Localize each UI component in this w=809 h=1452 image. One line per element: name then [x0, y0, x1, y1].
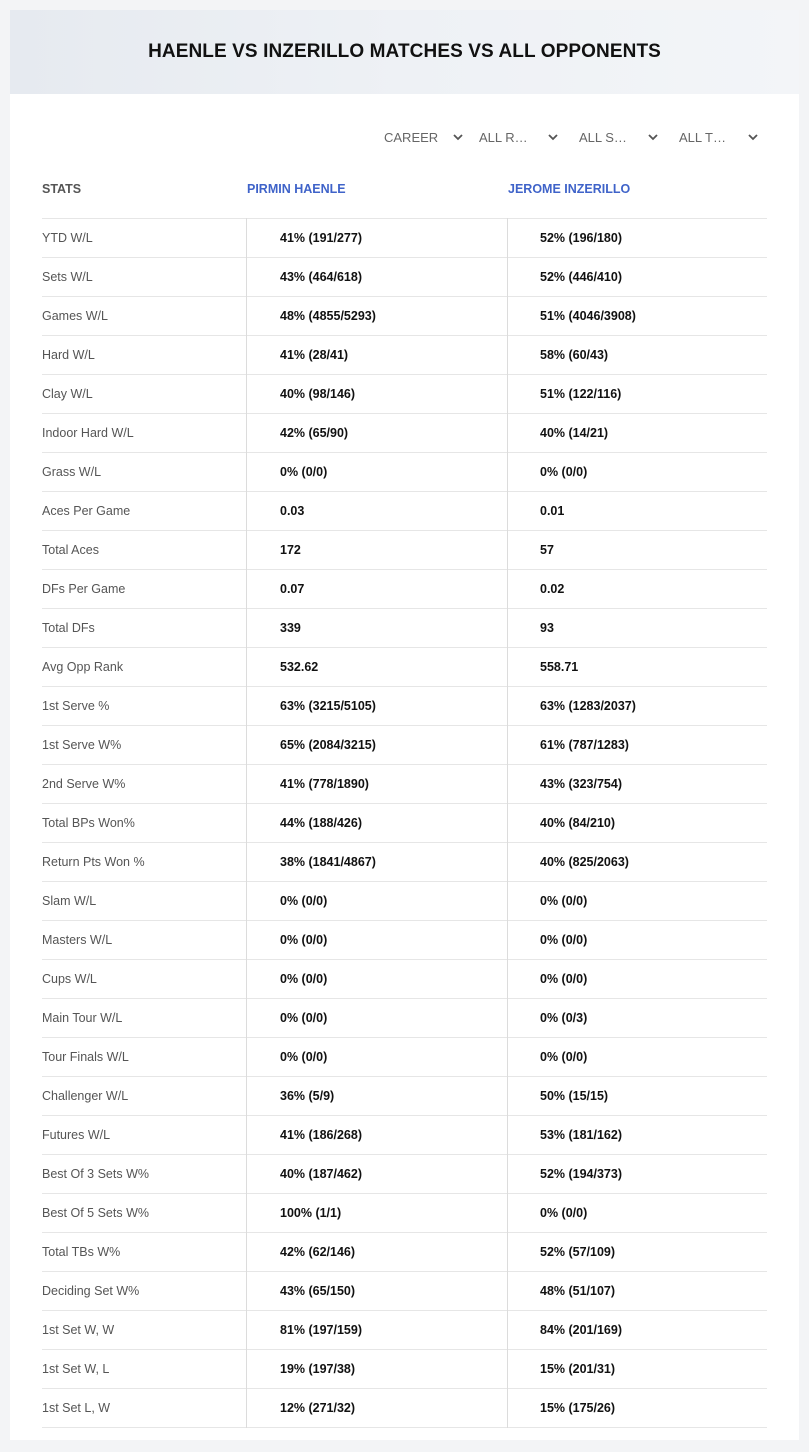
player-2-value: 51% (4046/3908) — [540, 309, 636, 323]
player-2-value: 0% (0/0) — [540, 894, 588, 908]
table-row — [42, 843, 767, 882]
column-divider — [507, 218, 508, 1428]
stat-label: Challenger W/L — [42, 1089, 129, 1103]
stats-card — [10, 10, 799, 1440]
player-2-value: 0.01 — [540, 504, 565, 518]
stat-label: Avg Opp Rank — [42, 660, 124, 674]
stat-label: 1st Set W, L — [42, 1362, 110, 1376]
player-2-value: 0% (0/0) — [540, 972, 588, 986]
player-2-value: 0.02 — [540, 582, 565, 596]
player-2-value: 84% (201/169) — [540, 1323, 623, 1337]
player-1-value: 172 — [280, 543, 301, 557]
table-row — [42, 882, 767, 921]
player-2-value: 58% (60/43) — [540, 348, 609, 362]
table-row — [42, 297, 767, 336]
stat-label: DFs Per Game — [42, 582, 126, 596]
card-header — [10, 10, 799, 94]
table-row — [42, 765, 767, 804]
player-1-value: 63% (3215/5105) — [280, 699, 376, 713]
player-1-value: 0.07 — [280, 582, 305, 596]
stat-label: 2nd Serve W% — [42, 777, 126, 791]
player-1-value: 0% (0/0) — [280, 1050, 328, 1064]
column-divider — [246, 218, 247, 1428]
table-row — [42, 609, 767, 648]
player-2-value: 51% (122/116) — [540, 387, 622, 401]
player-2-value: 53% (181/162) — [540, 1128, 623, 1142]
player-2-value: 52% (57/109) — [540, 1245, 616, 1259]
table-row — [42, 921, 767, 960]
stat-label: 1st Set L, W — [42, 1401, 111, 1415]
player-2-value: 558.71 — [540, 660, 579, 674]
table-row — [42, 258, 767, 297]
player-1-value: 41% (186/268) — [280, 1128, 363, 1142]
table-header — [42, 170, 767, 219]
stat-label: Main Tour W/L — [42, 1011, 123, 1025]
player-2-value: 48% (51/107) — [540, 1284, 616, 1298]
player-1-value: 0.03 — [280, 504, 305, 518]
table-row — [42, 1311, 767, 1350]
stat-label: Masters W/L — [42, 933, 113, 947]
player-2-value: 0% (0/3) — [540, 1011, 588, 1025]
player-1-value: 0% (0/0) — [280, 1011, 328, 1025]
filter-period-select[interactable] — [384, 128, 464, 148]
player-1-value: 81% (197/159) — [280, 1323, 363, 1337]
stat-label: 1st Serve % — [42, 699, 110, 713]
player-1-value: 65% (2084/3215) — [280, 738, 376, 752]
table-row — [42, 1233, 767, 1272]
player-2-value: 15% (175/26) — [540, 1401, 616, 1415]
stat-label: Best Of 5 Sets W% — [42, 1206, 149, 1220]
player-1-value: 41% (191/277) — [280, 231, 363, 245]
player-1-value: 100% (1/1) — [280, 1206, 342, 1220]
player-1-value: 43% (65/150) — [280, 1284, 356, 1298]
filter-tournament-select[interactable] — [679, 128, 759, 148]
player-1-value: 48% (4855/5293) — [280, 309, 376, 323]
table-row — [42, 999, 767, 1038]
player-2-value: 40% (84/210) — [540, 816, 616, 830]
stat-label: 1st Set W, W — [42, 1323, 115, 1337]
player-1-value: 42% (65/90) — [280, 426, 349, 440]
page-title: HAENLE VS INZERILLO MATCHES VS ALL OPPONENTS — [148, 41, 661, 62]
filter-round-select[interactable] — [479, 128, 559, 148]
stat-label: Hard W/L — [42, 348, 95, 362]
filter-period-label: CAREER — [384, 130, 439, 145]
table-row — [42, 726, 767, 765]
player-1-value: 0% (0/0) — [280, 933, 328, 947]
player-1-value: 43% (464/618) — [280, 270, 363, 284]
stat-label: Sets W/L — [42, 270, 93, 284]
filter-surface-label: ALL S… — [579, 130, 627, 145]
column-header-stats: STATS — [42, 182, 82, 196]
table-row — [42, 1194, 767, 1233]
stat-label: Futures W/L — [42, 1128, 111, 1142]
player-1-value: 41% (28/41) — [280, 348, 349, 362]
table-row — [42, 414, 767, 453]
player-2-value: 43% (323/754) — [540, 777, 623, 791]
stat-label: Aces Per Game — [42, 504, 131, 518]
player-1-value: 532.62 — [280, 660, 319, 674]
player-1-value: 339 — [280, 621, 301, 635]
table-row — [42, 531, 767, 570]
stat-label: Slam W/L — [42, 894, 97, 908]
player-2-value: 63% (1283/2037) — [540, 699, 636, 713]
column-header-player-2-link[interactable]: JEROME INZERILLO — [508, 182, 631, 196]
player-1-value: 12% (271/32) — [280, 1401, 356, 1415]
chevron-down-icon — [747, 131, 759, 143]
stat-label: Cups W/L — [42, 972, 97, 986]
player-1-value: 38% (1841/4867) — [280, 855, 376, 869]
player-1-value: 42% (62/146) — [280, 1245, 356, 1259]
player-1-value: 0% (0/0) — [280, 894, 328, 908]
table-row — [42, 1116, 767, 1155]
player-2-value: 52% (196/180) — [540, 231, 623, 245]
stat-label: Total Aces — [42, 543, 99, 557]
player-2-value: 52% (446/410) — [540, 270, 623, 284]
player-1-value: 44% (188/426) — [280, 816, 363, 830]
stats-table — [42, 170, 767, 1428]
chevron-down-icon — [547, 131, 559, 143]
chevron-down-icon — [647, 131, 659, 143]
stat-label: YTD W/L — [42, 231, 93, 245]
player-1-value: 36% (5/9) — [280, 1089, 335, 1103]
stat-label: Games W/L — [42, 309, 108, 323]
stat-label: Deciding Set W% — [42, 1284, 140, 1298]
player-1-value: 40% (187/462) — [280, 1167, 363, 1181]
player-1-value: 40% (98/146) — [280, 387, 356, 401]
table-row — [42, 687, 767, 726]
table-row — [42, 1155, 767, 1194]
table-row — [42, 336, 767, 375]
table-body — [42, 219, 767, 1428]
stat-label: Clay W/L — [42, 387, 93, 401]
stat-label: Grass W/L — [42, 465, 102, 479]
player-2-value: 57 — [540, 543, 554, 557]
filter-round-label: ALL R… — [479, 130, 528, 145]
column-header-player-1-link[interactable]: PIRMIN HAENLE — [247, 182, 346, 196]
player-2-value: 15% (201/31) — [540, 1362, 616, 1376]
stat-label: Total DFs — [42, 621, 95, 635]
table-row — [42, 648, 767, 687]
table-row — [42, 219, 767, 258]
player-2-value: 40% (14/21) — [540, 426, 609, 440]
filter-surface-select[interactable] — [579, 128, 659, 148]
table-row — [42, 1077, 767, 1116]
stat-label: 1st Serve W% — [42, 738, 122, 752]
player-2-value: 0% (0/0) — [540, 933, 588, 947]
player-1-value: 0% (0/0) — [280, 972, 328, 986]
player-2-value: 50% (15/15) — [540, 1089, 609, 1103]
table-row — [42, 1389, 767, 1428]
player-2-value: 0% (0/0) — [540, 465, 588, 479]
player-2-value: 0% (0/0) — [540, 1050, 588, 1064]
player-1-value: 0% (0/0) — [280, 465, 328, 479]
stat-label: Total TBs W% — [42, 1245, 121, 1259]
player-1-value: 19% (197/38) — [280, 1362, 356, 1376]
stat-label: Indoor Hard W/L — [42, 426, 134, 440]
table-row — [42, 1038, 767, 1077]
player-2-value: 61% (787/1283) — [540, 738, 629, 752]
table-row — [42, 1350, 767, 1389]
stat-label: Best Of 3 Sets W% — [42, 1167, 149, 1181]
stat-label: Return Pts Won % — [42, 855, 145, 869]
table-row — [42, 960, 767, 999]
player-1-value: 41% (778/1890) — [280, 777, 369, 791]
player-2-value: 0% (0/0) — [540, 1206, 588, 1220]
player-2-value: 52% (194/373) — [540, 1167, 623, 1181]
table-row — [42, 570, 767, 609]
chevron-down-icon — [452, 131, 464, 143]
table-row — [42, 804, 767, 843]
stat-label: Total BPs Won% — [42, 816, 135, 830]
table-row — [42, 492, 767, 531]
player-2-value: 40% (825/2063) — [540, 855, 629, 869]
player-2-value: 93 — [540, 621, 554, 635]
table-row — [42, 453, 767, 492]
filter-tournament-label: ALL T… — [679, 130, 726, 145]
table-row — [42, 1272, 767, 1311]
table-row — [42, 375, 767, 414]
stat-label: Tour Finals W/L — [42, 1050, 129, 1064]
